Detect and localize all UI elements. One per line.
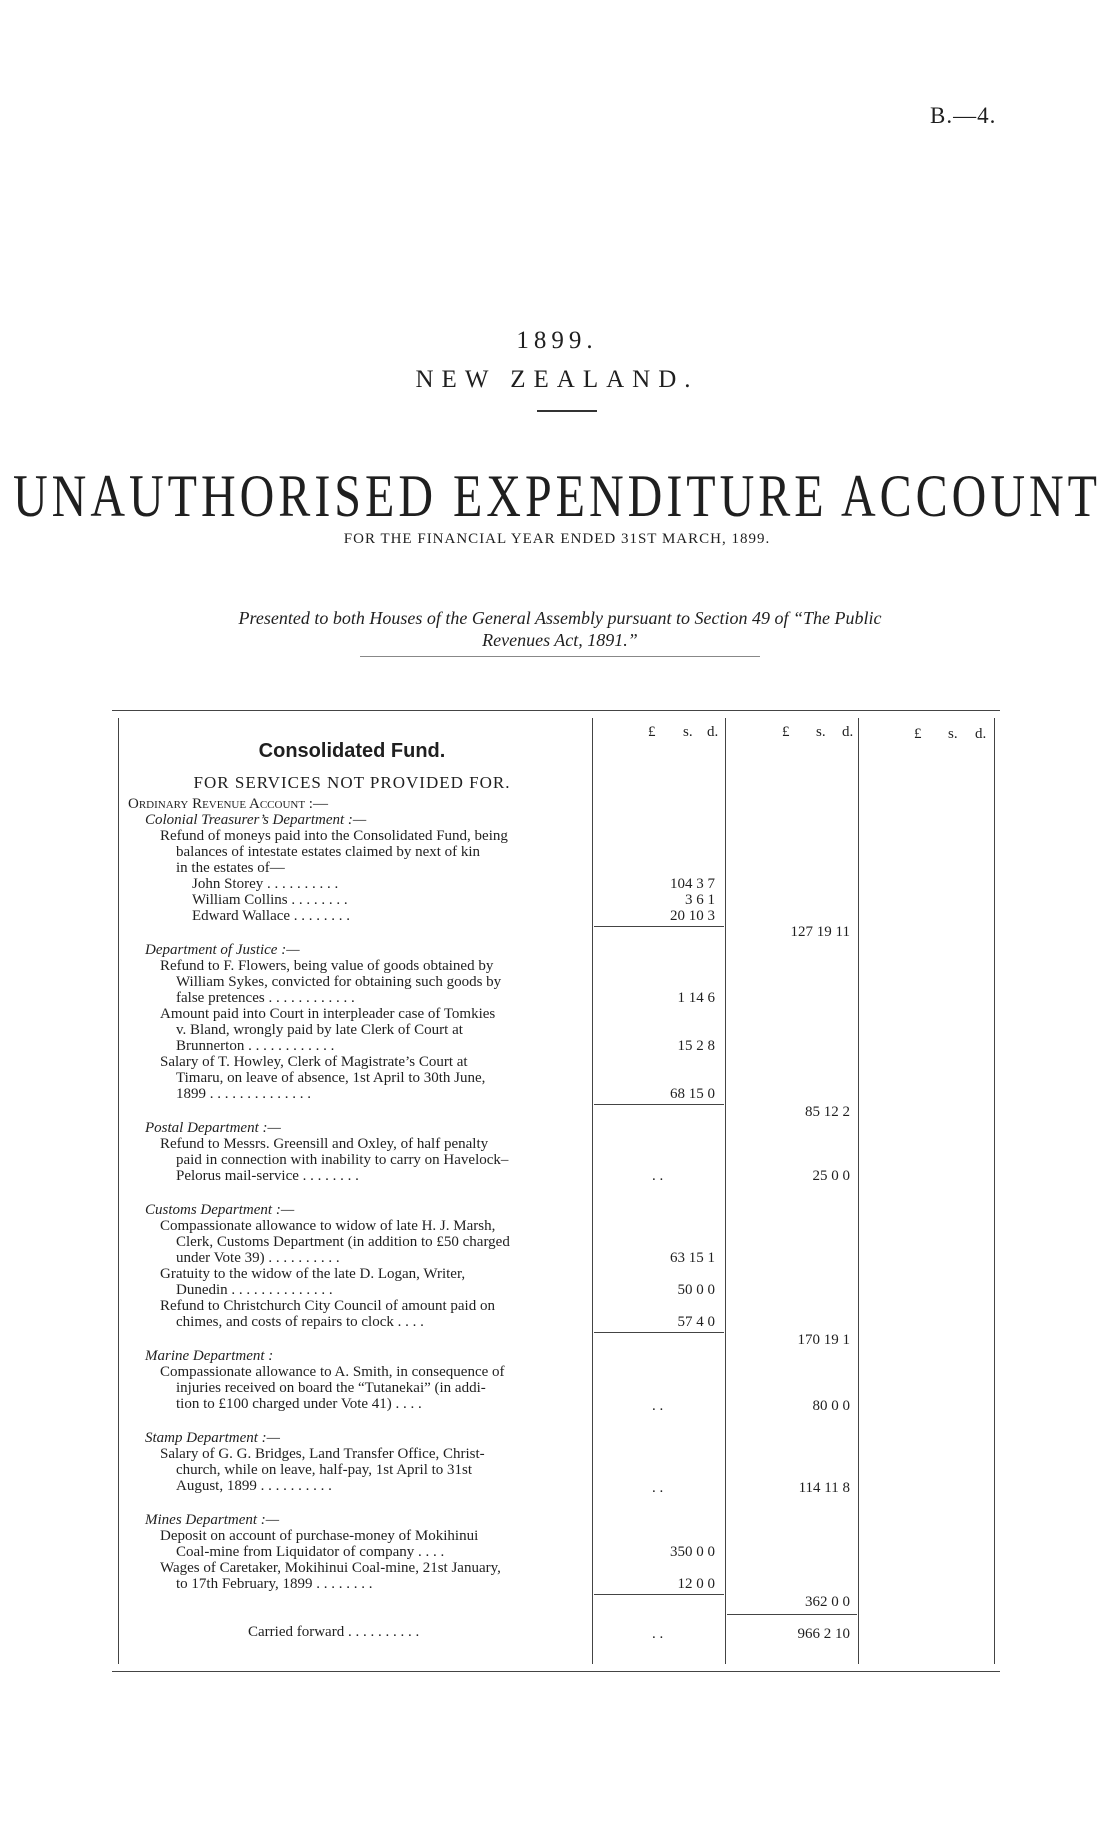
subtotal-rule	[594, 926, 724, 927]
carried-forward-label: Carried forward . . . . . . . . . .	[248, 1624, 420, 1640]
col1-amount: 1 14 6	[677, 990, 715, 1006]
col2-amount: 362 0 0	[805, 1594, 850, 1610]
dept-heading: Postal Department :—	[145, 1120, 281, 1136]
entry-line: William Sykes, convicted for obtaining such goods by	[176, 974, 502, 990]
col1-amount: . .	[652, 1480, 664, 1496]
document-country: NEW ZEALAND.	[415, 366, 699, 393]
col1-amount: 63 15 1	[670, 1250, 715, 1266]
col2-pounds-header: £	[782, 724, 790, 740]
account-heading: Ordinary Revenue Account :—	[128, 796, 328, 812]
col3-pence-header: d.	[975, 726, 987, 742]
col1-amount: 104 3 7	[670, 876, 715, 892]
table-right-rule	[994, 718, 995, 1664]
table-left-rule	[118, 718, 119, 1664]
entry-line: false pretences . . . . . . . . . . . .	[176, 990, 355, 1006]
entry-line: paid in connection with inability to carry on Havelock–	[176, 1152, 509, 1168]
entry-line: August, 1899 . . . . . . . . . .	[176, 1478, 332, 1494]
col1-amount: . .	[652, 1168, 664, 1184]
note-divider	[360, 656, 760, 657]
col1-amount: 68 15 0	[670, 1086, 715, 1102]
dept-heading: Department of Justice :—	[145, 942, 300, 958]
entry-line: in the estates of—	[176, 860, 285, 876]
entry-line: balances of intestate estates claimed by next of kin	[176, 844, 481, 860]
entry-line: Wages of Caretaker, Mokihinui Coal-mine, 21st January,	[160, 1560, 501, 1576]
col2-amount: 127 19 11	[790, 924, 850, 940]
presented-line-2: Revenues Act, 1891.”	[482, 630, 638, 650]
dept-heading: Customs Department :—	[145, 1202, 295, 1218]
col2-amount: 25 0 0	[812, 1168, 850, 1184]
entry-line: Coal-mine from Liquidator of company . . . .	[176, 1544, 445, 1560]
col1-amount: 350 0 0	[670, 1544, 715, 1560]
presented-note	[120, 607, 1000, 651]
col2-amount: 85 12 2	[805, 1104, 850, 1120]
entry-line: Refund to Christchurch City Council of amount paid on	[160, 1298, 495, 1314]
col2-pence-header: d.	[842, 724, 854, 740]
col1-amount: 20 10 3	[670, 908, 715, 924]
entry-line: Refund to F. Flowers, being value of goods obtained by	[160, 958, 494, 974]
entry-line: 1899 . . . . . . . . . . . . . .	[176, 1086, 311, 1102]
entry-line: Compassionate allowance to A. Smith, in consequence of	[160, 1364, 505, 1380]
col2-amount: 170 19 1	[797, 1332, 850, 1348]
entry-line: church, while on leave, half-pay, 1st April to 31st	[176, 1462, 473, 1478]
col1-shillings-header: s.	[683, 724, 693, 740]
col1-amount: 50 0 0	[677, 1282, 715, 1298]
entry-line: Edward Wallace . . . . . . . .	[192, 908, 351, 924]
document-title: UNAUTHORISED EXPENDITURE ACCOUNT	[13, 463, 1101, 530]
col1-amount: . .	[652, 1398, 664, 1414]
col2-shillings-header: s.	[816, 724, 826, 740]
entry-line: John Storey . . . . . . . . . .	[192, 876, 339, 892]
column-rule-3	[858, 718, 859, 1664]
document-subtitle: FOR THE FINANCIAL YEAR ENDED 31ST MARCH, 1899.	[343, 531, 771, 547]
entry-line: Refund of moneys paid into the Consolidated Fund, being	[160, 828, 508, 844]
title-divider	[537, 410, 597, 412]
entry-line: Deposit on account of purchase-money of Mokihinui	[160, 1528, 479, 1544]
entry-line: William Collins . . . . . . . .	[192, 892, 348, 908]
col3-pounds-header: £	[914, 726, 922, 742]
entry-line: under Vote 39) . . . . . . . . . .	[176, 1250, 340, 1266]
fund-title: Consolidated Fund.	[258, 740, 446, 762]
col1-amount: 3 6 1	[685, 892, 715, 908]
entry-line: Timaru, on leave of absence, 1st April to 30th June,	[176, 1070, 486, 1086]
entry-line: chimes, and costs of repairs to clock . . . .	[176, 1314, 424, 1330]
entry-line: Gratuity to the widow of the late D. Logan, Writer,	[160, 1266, 466, 1282]
dept-heading: Stamp Department :—	[145, 1430, 280, 1446]
entry-line: injuries received on board the “Tutanekai” (in addi-	[176, 1380, 486, 1396]
dept-heading: Mines Department :—	[145, 1512, 280, 1528]
col1-amount: . .	[652, 1626, 664, 1642]
dept-heading: Colonial Treasurer’s Department :—	[145, 812, 367, 828]
entry-line: Dunedin . . . . . . . . . . . . . .	[176, 1282, 333, 1298]
entry-line: Pelorus mail-service . . . . . . . .	[176, 1168, 359, 1184]
entry-line: tion to £100 charged under Vote 41) . . . .	[176, 1396, 422, 1412]
col3-shillings-header: s.	[948, 726, 958, 742]
col2-amount: 966 2 10	[797, 1626, 850, 1642]
document-reference: B.—4.	[930, 103, 997, 128]
entry-line: Salary of G. G. Bridges, Land Transfer Office, Christ-	[160, 1446, 485, 1462]
entry-line: Clerk, Customs Department (in addition to £50 charged	[176, 1234, 510, 1250]
col1-pence-header: d.	[707, 724, 719, 740]
column-rule-1	[592, 718, 593, 1664]
presented-line-1: Presented to both Houses of the General Assembly pursuant to Section 49 of “The Public	[238, 608, 882, 628]
entry-line: Brunnerton . . . . . . . . . . . .	[176, 1038, 335, 1054]
entry-line: Salary of T. Howley, Clerk of Magistrate’s Court at	[160, 1054, 468, 1070]
entry-line: Compassionate allowance to widow of late H. J. Marsh,	[160, 1218, 496, 1234]
col1-amount: 12 0 0	[677, 1576, 715, 1592]
subtotal-rule	[594, 1594, 724, 1595]
subtotal-rule	[594, 1332, 724, 1333]
entry-line: to 17th February, 1899 . . . . . . . .	[176, 1576, 373, 1592]
entry-line: Refund to Messrs. Greensill and Oxley, of half penalty	[160, 1136, 489, 1152]
total-rule	[727, 1614, 857, 1615]
col2-amount: 114 11 8	[798, 1480, 850, 1496]
col2-amount: 80 0 0	[812, 1398, 850, 1414]
entry-line: Amount paid into Court in interpleader case of Tomkies	[160, 1006, 496, 1022]
fund-subtitle: FOR SERVICES NOT PROVIDED FOR.	[193, 773, 511, 792]
subtotal-rule	[594, 1104, 724, 1105]
col1-amount: 15 2 8	[677, 1038, 715, 1054]
document-year: 1899.	[516, 327, 598, 354]
entry-line: v. Bland, wrongly paid by late Clerk of Court at	[176, 1022, 463, 1038]
col1-pounds-header: £	[648, 724, 656, 740]
dept-heading: Marine Department :	[145, 1348, 274, 1364]
col1-amount: 57 4 0	[677, 1314, 715, 1330]
column-rule-2	[725, 718, 726, 1664]
